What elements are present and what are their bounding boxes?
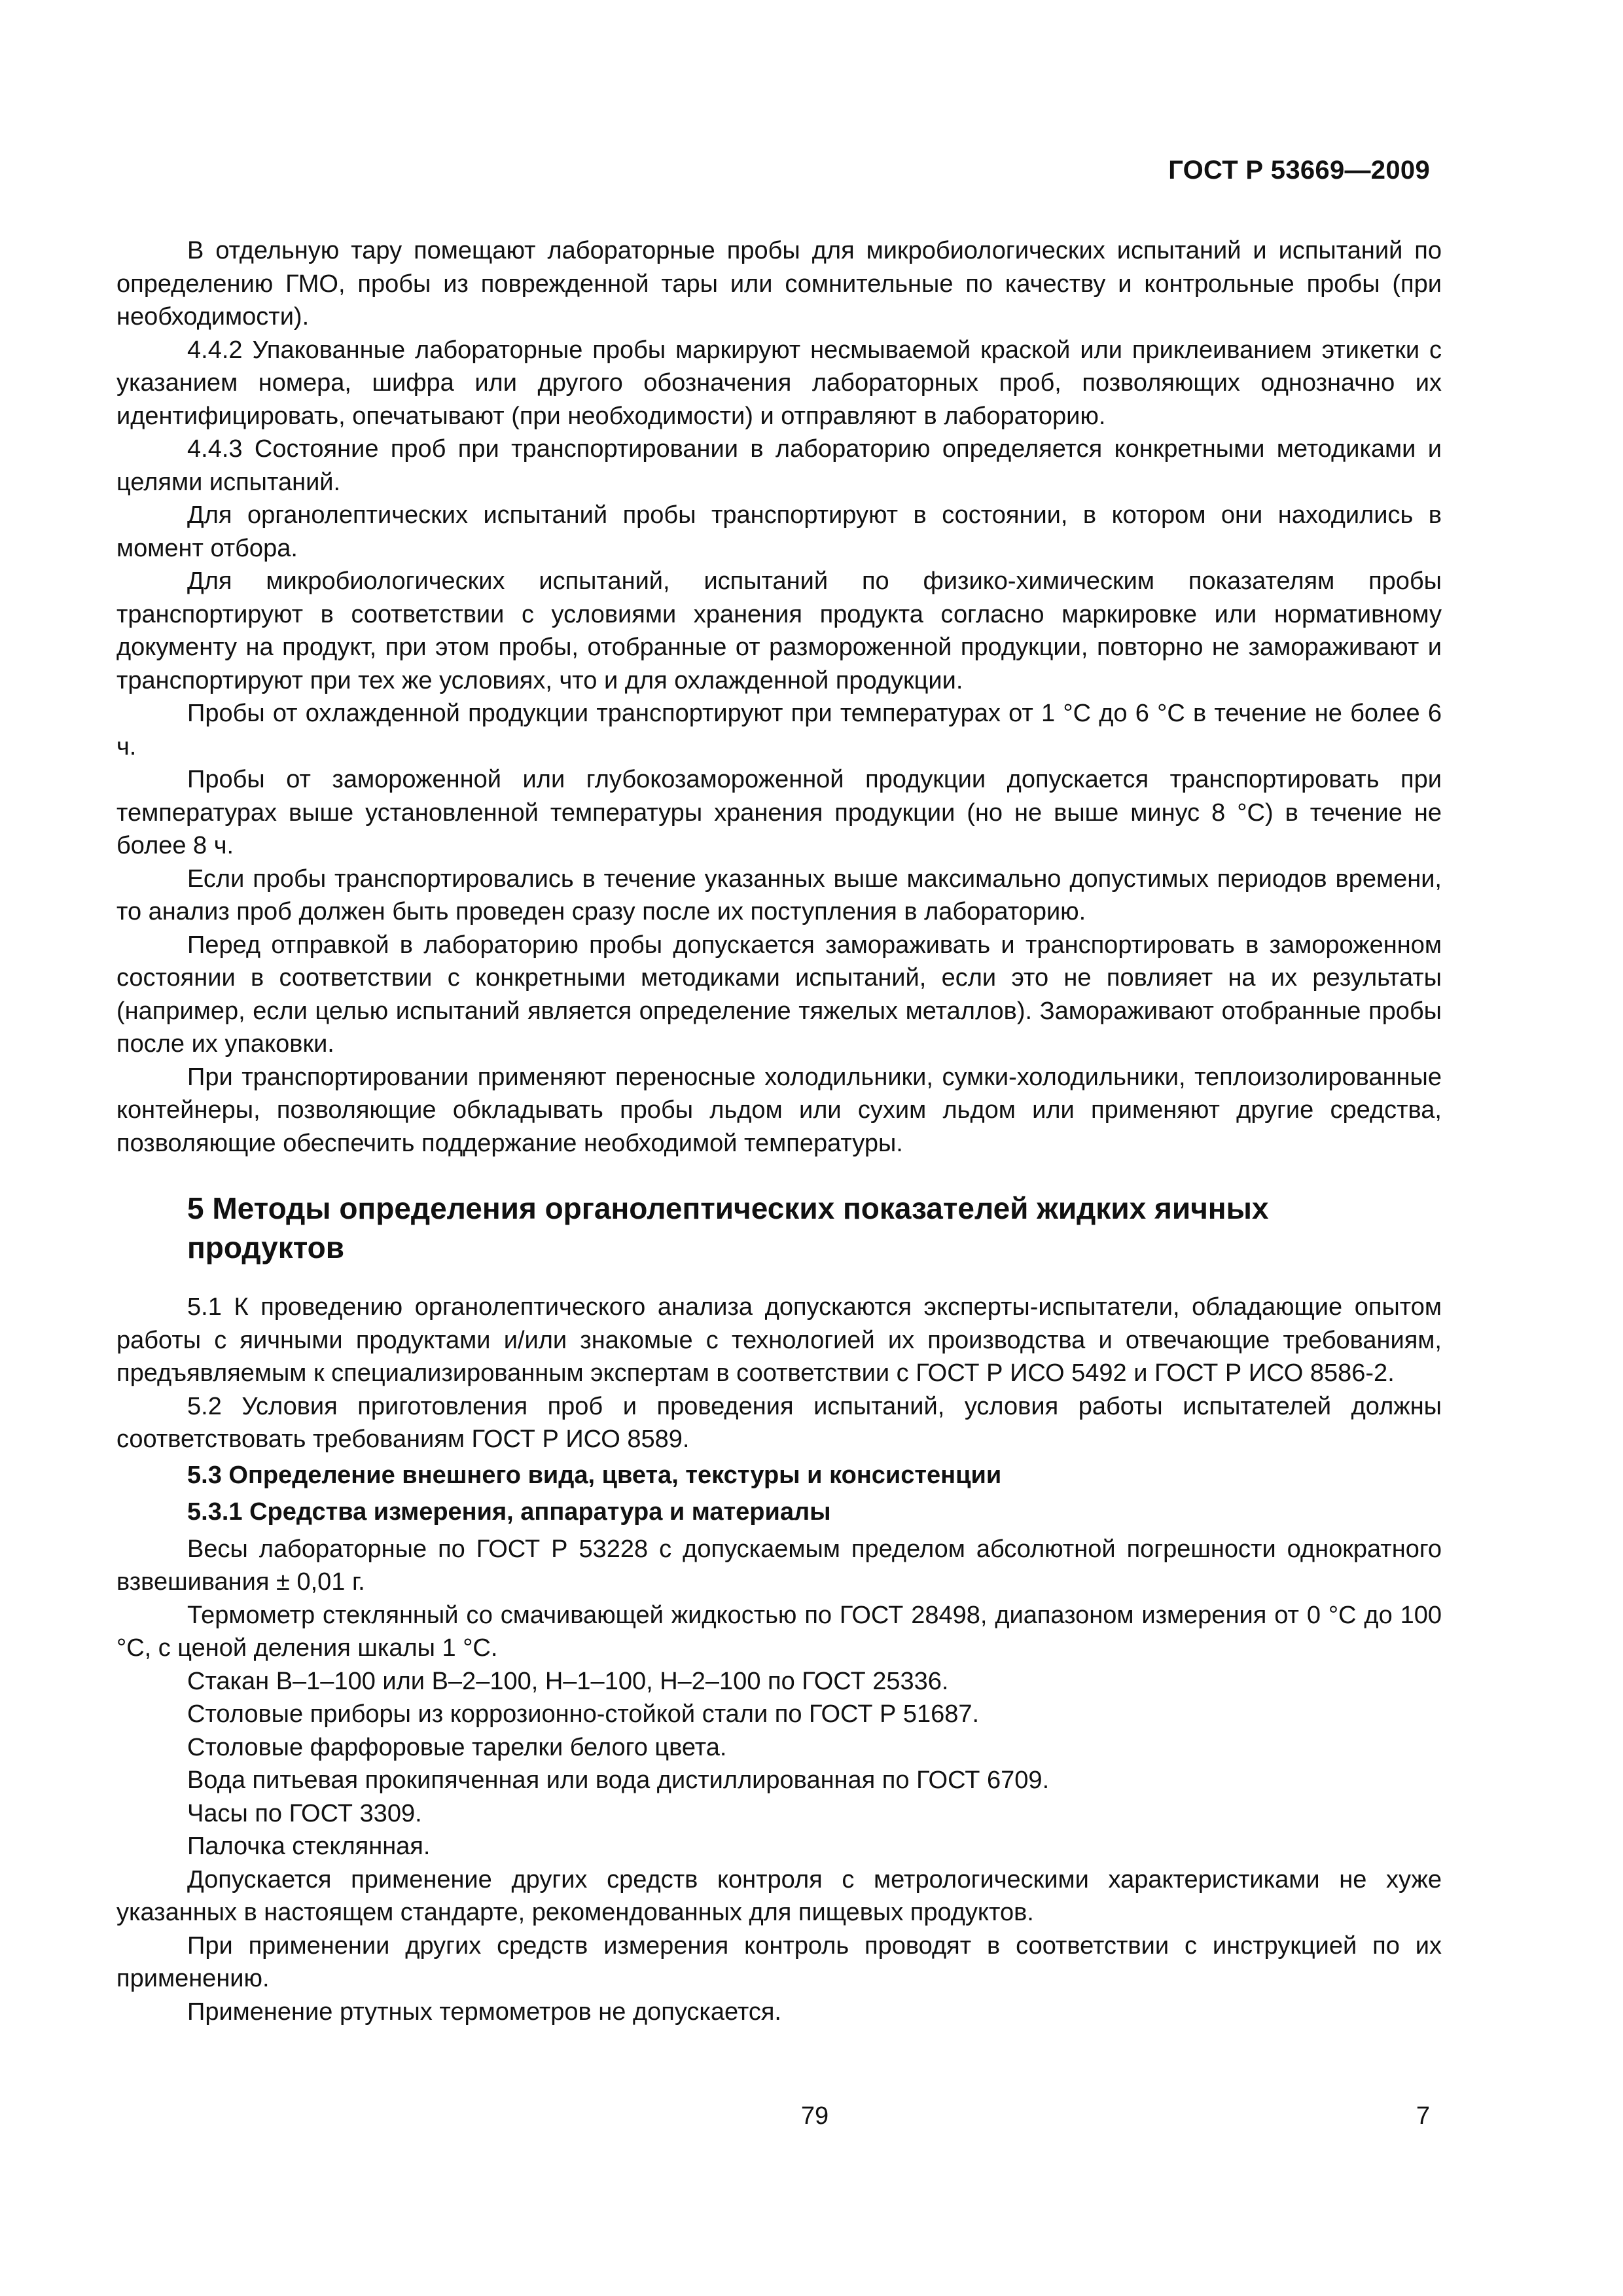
paragraph: Для органолептических испытаний пробы транспортируют в состоянии, в котором они находились в момент отбора. [116, 501, 1442, 562]
paragraph: Для микробиологических испытаний, испытаний по физико-химическим показателям пробы транспортируют в соответствии с условиями хранения продукта согласно маркировке или нормативному документу на продукт, при этом пробы, отобранные от размороженной продукции, повторно не замораживают и транспортируют при тех же условиях, что и для охлажденной продукции. [116, 567, 1442, 694]
equipment-item: Стакан В–1–100 или В–2–100, Н–1–100, Н–2–100 по ГОСТ 25336. [187, 1667, 949, 1695]
paragraph: Если пробы транспортировались в течение указанных выше максимально допустимых периодов времени, то анализ проб должен быть проведен сразу после их поступления в лабораторию. [116, 865, 1442, 925]
equipment-item: Весы лабораторные по ГОСТ Р 53228 с допускаемым пределом абсолютной погрешности однократного взвешивания ± 0,01 г. [116, 1535, 1442, 1596]
equipment-item: Часы по ГОСТ 3309. [187, 1799, 422, 1827]
page-number-center: 79 [800, 2102, 829, 2130]
equipment-item: Термометр стеклянный со смачивающей жидкостью по ГОСТ 28498, диапазоном измерения от 0 °С до 100 °С, с ценой деления шкалы 1 °С. [116, 1601, 1442, 1662]
paragraph: 5.2 Условия приготовления проб и проведения испытаний, условия работы испытателей должны соответствовать требованиям ГОСТ Р ИСО 8589. [116, 1392, 1442, 1453]
paragraph: Пробы от замороженной или глубокозамороженной продукции допускается транспортировать при температурах выше установленной температуры хранения продукции (но не выше минус 8 °С) в течение не более 8 ч. [116, 766, 1442, 859]
document-id-header: ГОСТ Р 53669—2009 [1168, 156, 1430, 185]
paragraph: 4.4.3 Состояние проб при транспортировании в лабораторию определяется конкретными методиками и целями испытаний. [116, 435, 1442, 496]
paragraph: Применение ртутных термометров не допускается. [187, 1998, 781, 2026]
page-number-right: 7 [1416, 2102, 1430, 2130]
paragraph: В отдельную тару помещают лабораторные пробы для микробиологических испытаний и испытаний по определению ГМО, пробы из поврежденной тары или сомнительные по качеству и контрольные пробы (при необходимости). [116, 237, 1442, 331]
page-body [116, 234, 1442, 2028]
paragraph: Перед отправкой в лабораторию пробы допускается замораживать и транспортировать в замороженном состоянии в соответствии с конкретными методиками испытаний, если это не повлияет на их результаты (например, если целью испытаний является определение тяжелых металлов). Замораживают отобранные пробы после их упаковки. [116, 931, 1442, 1058]
equipment-item: Столовые приборы из коррозионно-стойкой стали по ГОСТ Р 51687. [187, 1700, 980, 1728]
paragraph: 5.1 К проведению органолептического анализа допускаются эксперты-испытатели, обладающие опытом работы с яичными продуктами и/или знакомые с технологией их производства и отвечающие требованиям, предъявляемым к специализированным экспертам в соответствии с ГОСТ Р ИСО 5492 и ГОСТ Р ИСО 8586-2. [116, 1293, 1442, 1387]
paragraph: Допускается применение других средств контроля с метрологическими характеристиками не хуже указанных в настоящем стандарте, рекомендованных для пищевых продуктов. [116, 1865, 1442, 1926]
paragraph: При транспортировании применяют переносные холодильники, сумки-холодильники, теплоизолированные контейнеры, позволяющие обкладывать пробы льдом или сухим льдом или применяют другие средства, позволяющие обеспечить поддержание необходимой температуры. [116, 1063, 1442, 1157]
paragraph: Пробы от охлажденной продукции транспортируют при температурах от 1 °С до 6 °С в течение не более 6 ч. [116, 700, 1442, 761]
equipment-item: Вода питьевая прокипяченная или вода дистиллированная по ГОСТ 6709. [187, 1767, 1050, 1794]
paragraph: При применении других средств измерения контроль проводят в соответствии с инструкцией по их применению. [116, 1931, 1442, 1992]
subsection-heading: 5.3 Определение внешнего вида, цвета, текстуры и консистенции [187, 1461, 1002, 1489]
equipment-item: Палочка стеклянная. [187, 1833, 431, 1860]
equipment-item: Столовые фарфоровые тарелки белого цвета. [187, 1733, 727, 1761]
section-heading: 5 Методы определения органолептических показателей жидких яичных продуктов [187, 1191, 1269, 1265]
subsection-heading: 5.3.1 Средства измерения, аппаратура и материалы [187, 1498, 831, 1526]
paragraph: 4.4.2 Упакованные лабораторные пробы маркируют несмываемой краской или приклеиванием этикетки с указанием номера, шифра или другого обозначения лабораторных проб, позволяющих однозначно их идентифицировать, опечатывают (при необходимости) и отправляют в лабораторию. [116, 336, 1442, 430]
